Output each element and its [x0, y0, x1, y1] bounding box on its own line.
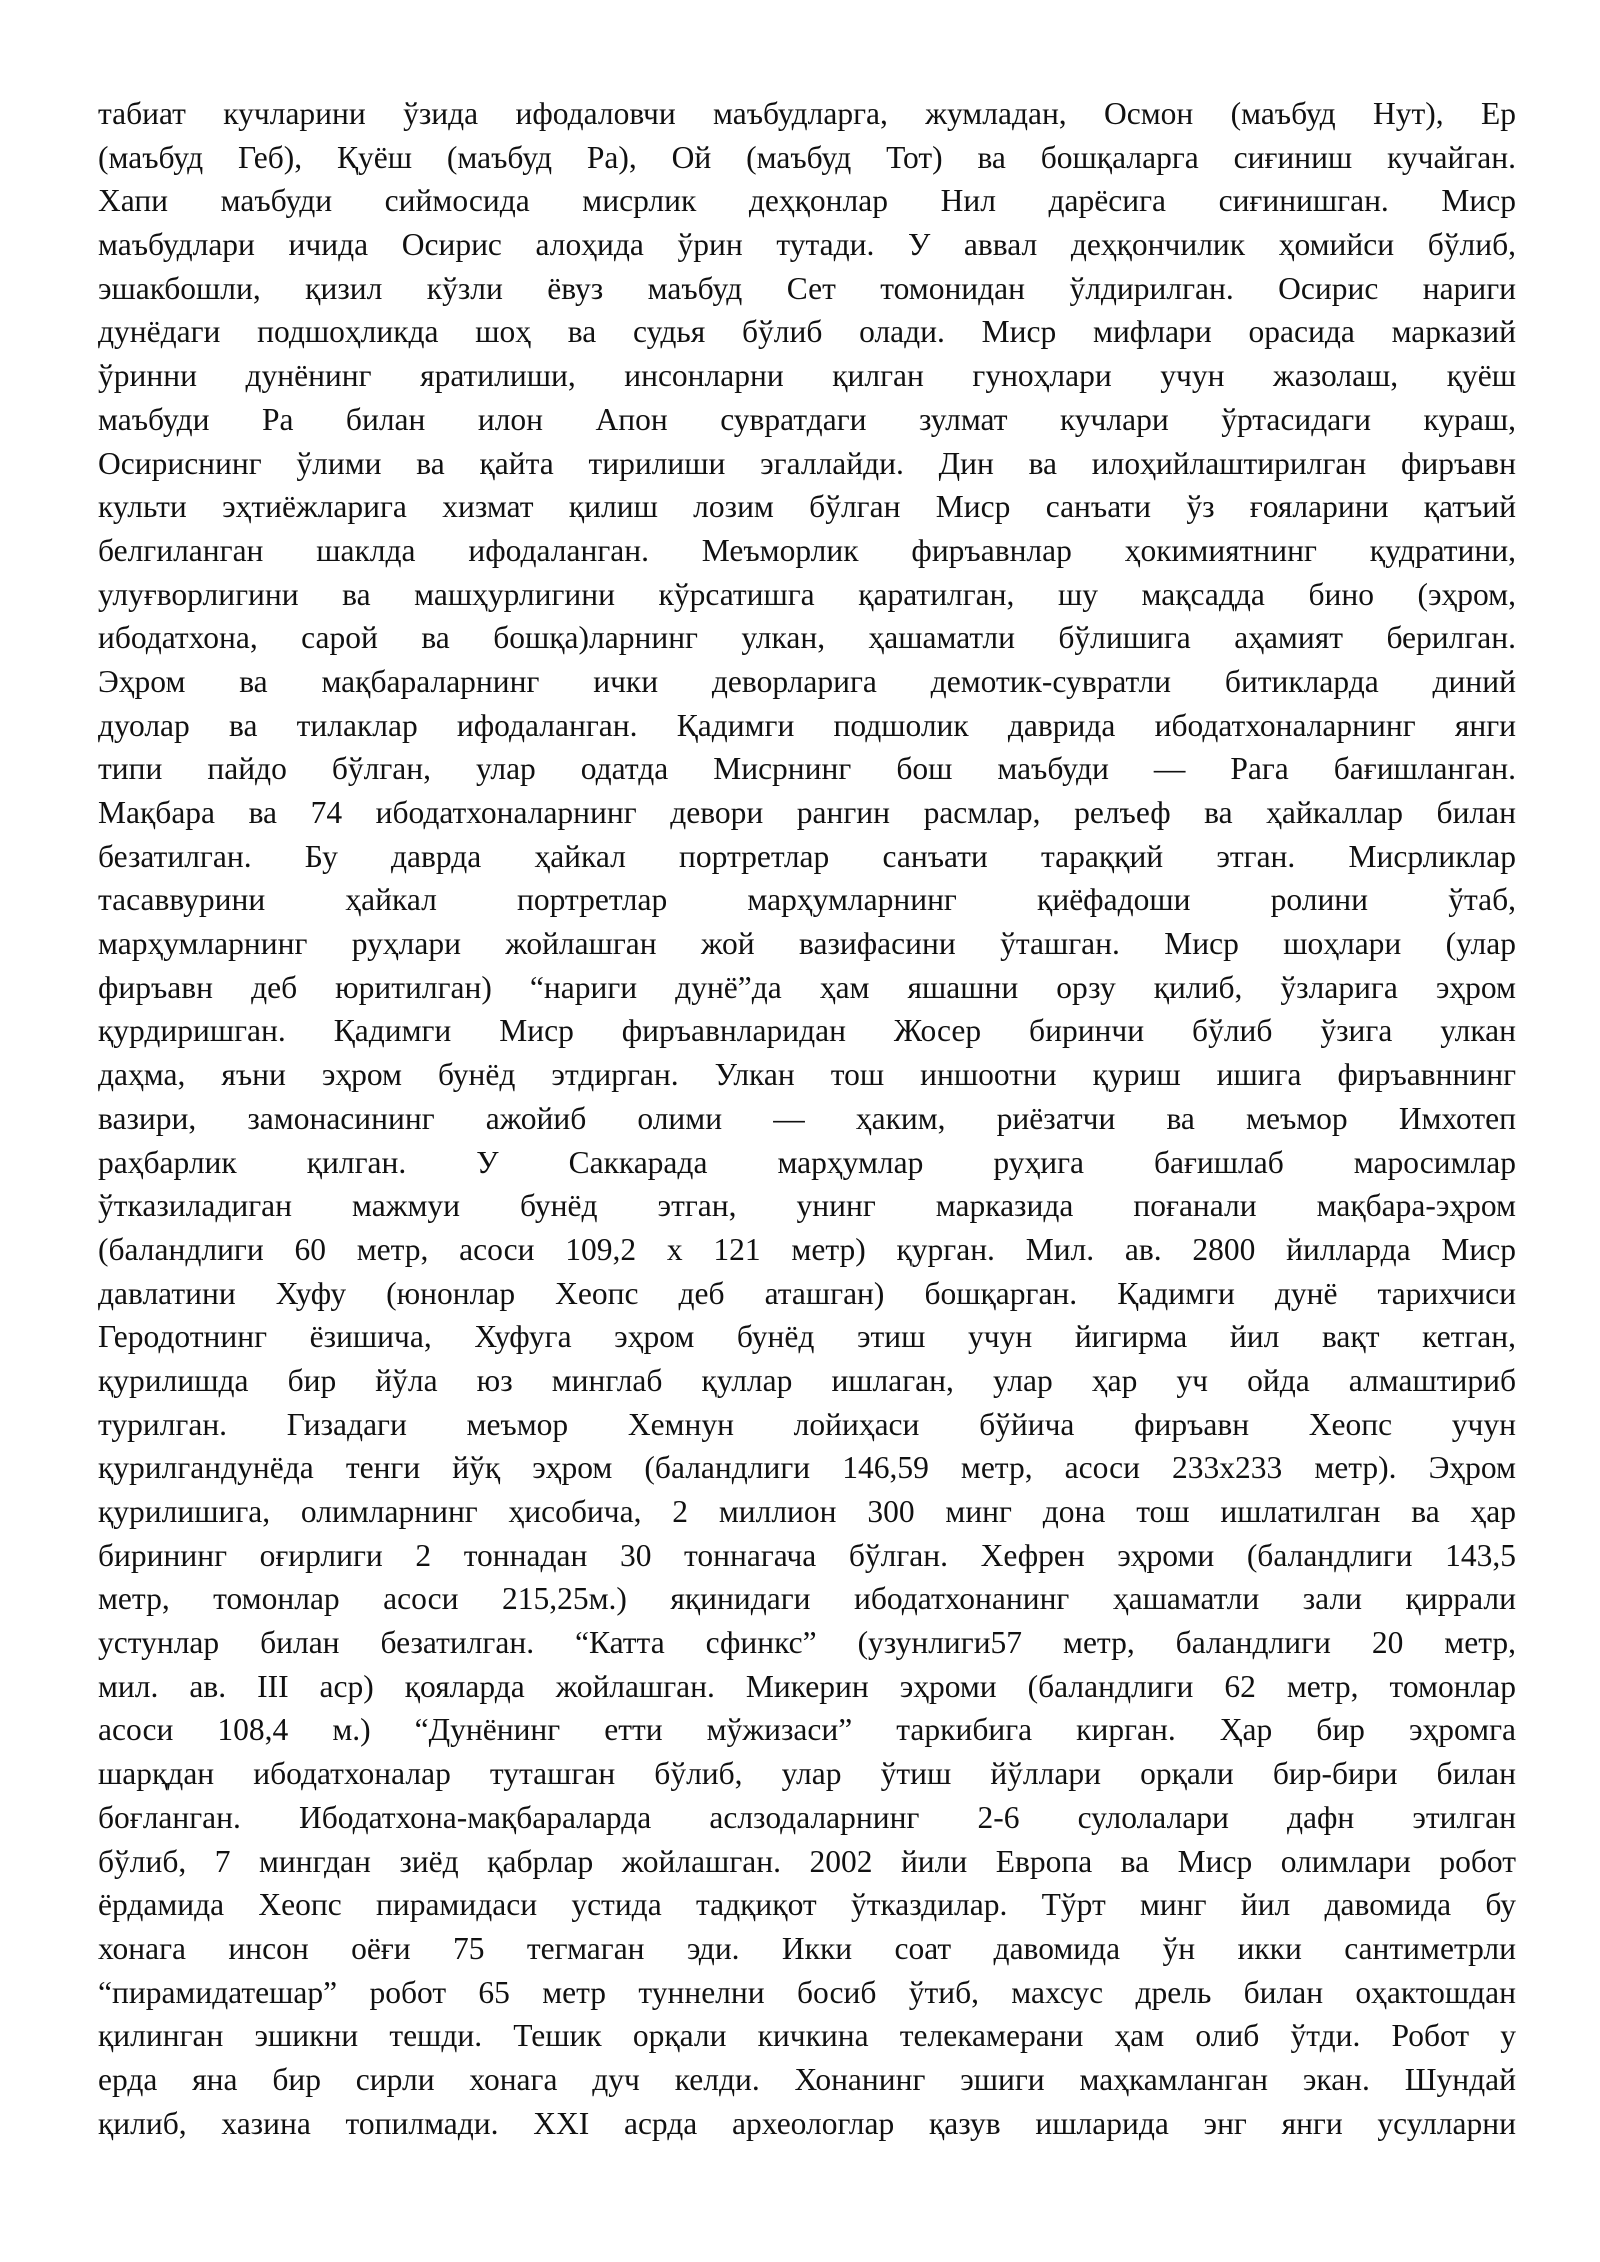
- text-line: фиръавн деб юритилган) “нариги дунё”да ҳам яшашни орзу қилиб, ўзларига эҳром: [98, 969, 1516, 1005]
- body-text: [98, 92, 1516, 2145]
- text-line: метр, томонлар асоси 215,25м.) яқинидаги ибодатхонанинг ҳашаматли зали қиррали: [98, 1581, 1516, 1617]
- text-line: қилиб, хазина топилмади. XXI асрда археологлар қазув ишларида энг янги усулларни: [98, 2105, 1516, 2141]
- text-line: хонага инсон оёғи 75 тегмаган эди. Икки соат давомида ўн икки сантиметрли: [98, 1930, 1516, 1966]
- text-line: Геродотнинг ёзишича, Хуфуга эҳром бунёд этиш учун йигирма йил вақт кетган,: [98, 1319, 1516, 1355]
- text-line: қурилишда бир йўла юз минглаб қуллар ишлаган, улар ҳар уч ойда алмаштириб: [98, 1362, 1516, 1398]
- text-line: бўлиб, 7 мингдан зиёд қабрлар жойлашган. 2002 йили Европа ва Миср олимлари робот: [98, 1843, 1516, 1879]
- text-line: дунёдаги подшоҳликда шоҳ ва судья бўлиб олади. Миср мифлари орасида марказий: [98, 314, 1516, 350]
- text-line: культи эҳтиёжларига хизмат қилиш лозим бўлган Миср санъати ўз ғояларини қатъий: [98, 489, 1516, 525]
- text-line: Осириснинг ўлими ва қайта тирилиши эгаллайди. Дин ва илоҳийлаштирилган фиръавн: [98, 445, 1516, 481]
- text-line: ерда яна бир сирли хонага дуч келди. Хонанинг эшиги маҳкамланган экан. Шундай: [98, 2061, 1516, 2097]
- text-line: дуолар ва тилаклар ифодаланган. Қадимги подшолик даврида ибодатхоналарнинг янги: [98, 707, 1516, 743]
- text-line: қилинган эшикни тешди. Тешик орқали кичкина телекамерани ҳам олиб ўтди. Робот у: [98, 2018, 1516, 2054]
- text-line: Хапи маъбуди сиймосида мисрлик деҳқонлар Нил дарёсига сиғинишган. Миср: [98, 183, 1516, 219]
- text-line: Мақбара ва 74 ибодатхоналарнинг девори рангин расмлар, релъеф ва ҳайкаллар билан: [98, 795, 1516, 830]
- text-line: ўринни дунёнинг яратилиши, инсонларни қилган гуноҳлари учун жазолаш, қуёш: [98, 358, 1516, 394]
- text-line: турилган. Гизадаги меъмор Хемнун лойиҳаси бўйича фиръавн Хеопс учун: [98, 1406, 1516, 1442]
- text-line: табиат кучларини ўзида ифодаловчи маъбудларга, жумладан, Осмон (маъбуд Нут), Ер: [98, 96, 1516, 131]
- text-line: эшакбошли, қизил кўзли ёвуз маъбуд Сет томонидан ўлдирилган. Осирис нариги: [98, 270, 1516, 306]
- text-line: асоси 108,4 м.) “Дунёнинг етти мўжизаси” таркибига кирган. Ҳар бир эҳромга: [98, 1712, 1516, 1748]
- text-line: типи пайдо бўлган, улар одатда Мисрнинг бош маъбуди — Рага бағишланган.: [98, 751, 1516, 787]
- text-line: марҳумларнинг руҳлари жойлашган жой вазифасини ўташган. Миср шоҳлари (улар: [98, 926, 1516, 962]
- text-line: боғланган. Ибодатхона-мақбараларда аслзодаларнинг 2-6 сулолалари дафн этилган: [98, 1799, 1516, 1835]
- text-line: маъбуди Ра билан илон Апон сувратдаги зулмат кучлари ўртасидаги кураш,: [98, 401, 1516, 437]
- text-line: “пирамидатешар” робот 65 метр туннелни босиб ўтиб, махсус дрель билан оҳактошдан: [98, 1974, 1516, 2010]
- text-line: ўтказиладиган мажмуи бунёд этган, унинг марказида поғанали мақбара-эҳром: [98, 1188, 1516, 1224]
- text-line: мил. ав. III аср) қояларда жойлашган. Микерин эҳроми (баландлиги 62 метр, томонлар: [98, 1668, 1516, 1704]
- text-line: устунлар билан безатилган. “Катта сфинкс” (узунлиги57 метр, баландлиги 20 метр,: [98, 1625, 1516, 1661]
- text-line: вазири, замонасининг ажойиб олими — ҳаким, риёзатчи ва меъмор Имхотеп: [98, 1100, 1516, 1136]
- text-line: (маъбуд Геб), Қуёш (маъбуд Ра), Ой (маъбуд Тот) ва бошқаларга сиғиниш кучайган.: [98, 139, 1516, 175]
- text-line: бирининг оғирлиги 2 тоннадан 30 тоннагача бўлган. Хефрен эҳроми (баландлиги 143,5: [98, 1537, 1516, 1573]
- text-line: улуғворлигини ва машҳурлигини кўрсатишга қаратилган, шу мақсадда бино (эҳром,: [98, 576, 1516, 612]
- text-line: Эҳром ва мақбараларнинг ички деворларига демотик-сувратли битикларда диний: [98, 663, 1516, 699]
- text-line: қурдиришган. Қадимги Миср фиръавнларидан Жосер биринчи бўлиб ўзига улкан: [98, 1013, 1516, 1049]
- text-line: қурилишига, олимларнинг ҳисобича, 2 миллион 300 минг дона тош ишлатилган ва ҳар: [98, 1494, 1516, 1529]
- text-line: раҳбарлик қилган. У Саккарада марҳумлар руҳига бағишлаб маросимлар: [98, 1144, 1516, 1180]
- text-line: давлатини Хуфу (юнонлар Хеопс деб аташган) бошқарган. Қадимги дунё тарихчиси: [98, 1275, 1516, 1311]
- text-line: қурилгандунёда тенги йўқ эҳром (баландлиги 146,59 метр, асоси 233х233 метр). Эҳром: [98, 1450, 1516, 1486]
- text-line: белгиланган шаклда ифодаланган. Меъморлик фиръавнлар ҳокимиятнинг қудратини,: [98, 532, 1516, 568]
- text-line: ёрдамида Хеопс пирамидаси устида тадқиқот ўтказдилар. Тўрт минг йил давомида бу: [98, 1887, 1516, 1923]
- text-line: безатилган. Бу даврда ҳайкал портретлар санъати тараққий этган. Мисрликлар: [98, 838, 1516, 874]
- text-line: маъбудлари ичида Осирис алоҳида ўрин тутади. У аввал деҳқончилик ҳомийси бўлиб,: [98, 227, 1516, 263]
- text-line: даҳма, яъни эҳром бунёд этдирган. Улкан тош иншоотни қуриш ишига фиръавннинг: [98, 1057, 1516, 1093]
- text-line: (баландлиги 60 метр, асоси 109,2 х 121 метр) қурган. Мил. ав. 2800 йилларда Миср: [98, 1231, 1516, 1267]
- text-line: ибодатхона, сарой ва бошқа)ларнинг улкан, ҳашаматли бўлишига аҳамият берилган.: [98, 620, 1516, 656]
- text-line: тасаввурини ҳайкал портретлар марҳумларнинг қиёфадоши ролини ўтаб,: [98, 882, 1516, 918]
- text-line: шарқдан ибодатхоналар туташган бўлиб, улар ўтиш йўллари орқали бир-бири билан: [98, 1756, 1516, 1792]
